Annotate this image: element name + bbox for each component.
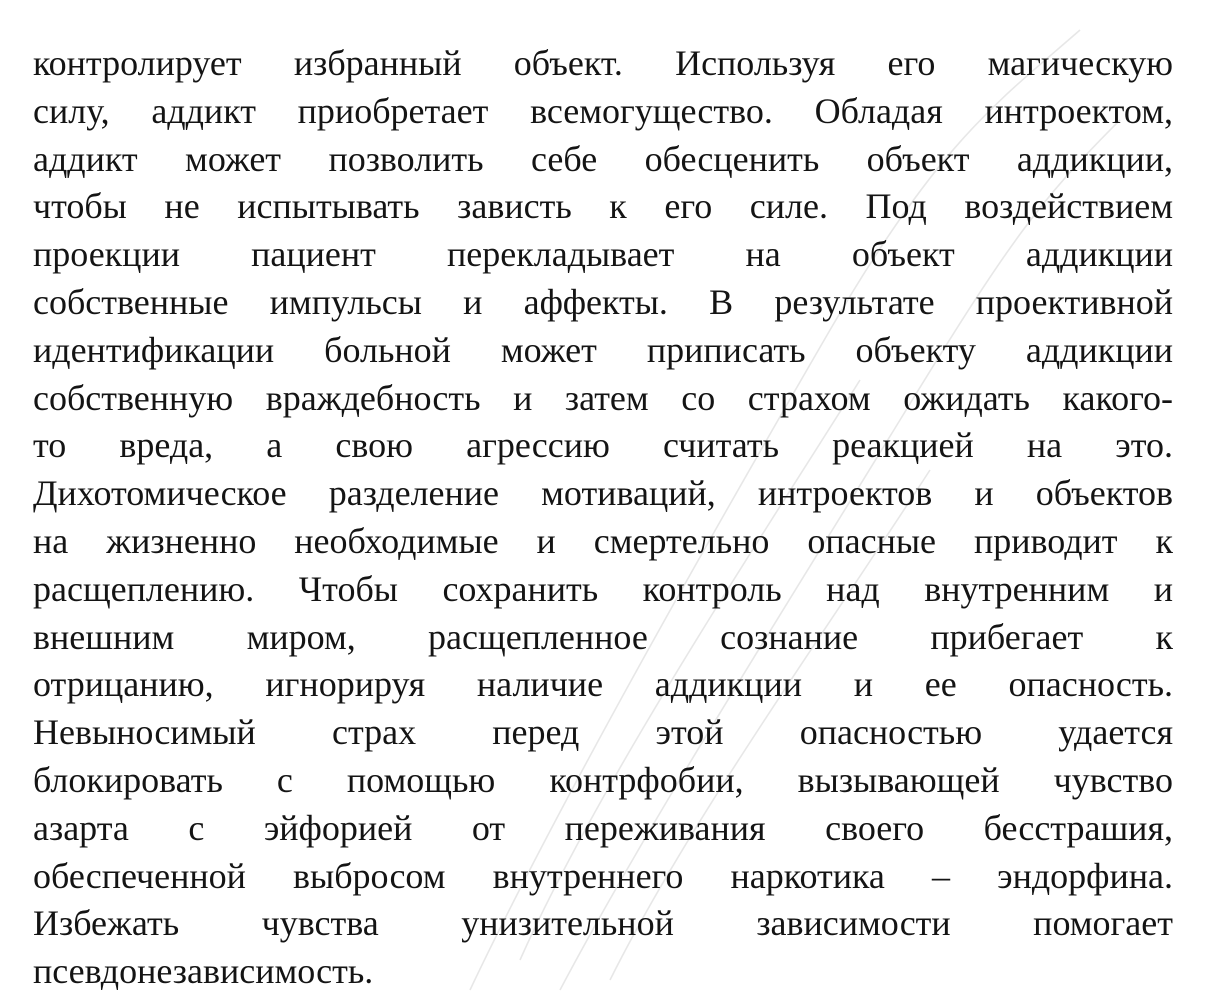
text-line: псевдонезависимость. (33, 951, 374, 992)
text-line: контролирует избранный объект. Используя его магическую (33, 43, 1173, 83)
text-line: обеспеченной выбросом внутреннего наркотика – эндорфина. (33, 855, 1173, 896)
body-paragraph (33, 40, 1173, 996)
text-line: Избежать чувства унизительной зависимости помогает (33, 903, 1173, 944)
text-line: Невыносимый страх перед этой опасностью удается (33, 712, 1173, 753)
text-line: расщеплению. Чтобы сохранить контроль над внутренним и (33, 568, 1173, 609)
text-line: азарта с эйфорией от переживания своего бесстрашия, (33, 807, 1173, 848)
text-line: блокировать с помощью контрфобии, вызывающей чувство (33, 759, 1173, 800)
text-line: собственную враждебность и затем со страхом ожидать какого- (33, 377, 1173, 418)
text-line: чтобы не испытывать зависть к его силе. Под воздействием (33, 186, 1173, 227)
text-line: силу, аддикт приобретает всемогущество. Обладая интроектом, (33, 90, 1173, 131)
text-line: внешним миром, расщепленное сознание прибегает к (33, 616, 1173, 657)
text-line: отрицанию, игнорируя наличие аддикции и ее опасность. (33, 664, 1173, 705)
text-line: аддикт может позволить себе обесценить объект аддикции, (33, 138, 1173, 179)
text-line: Дихотомическое разделение мотиваций, интроектов и объектов (33, 473, 1173, 514)
text-line: идентификации больной может приписать объекту аддикции (33, 329, 1173, 370)
text-line: проекции пациент перекладывает на объект аддикции (33, 234, 1173, 275)
text-line: на жизненно необходимые и смертельно опасные приводит к (33, 520, 1173, 561)
text-line: то вреда, а свою агрессию считать реакцией на это. (33, 425, 1173, 466)
text-line: собственные импульсы и аффекты. В результате проективной (33, 281, 1173, 322)
